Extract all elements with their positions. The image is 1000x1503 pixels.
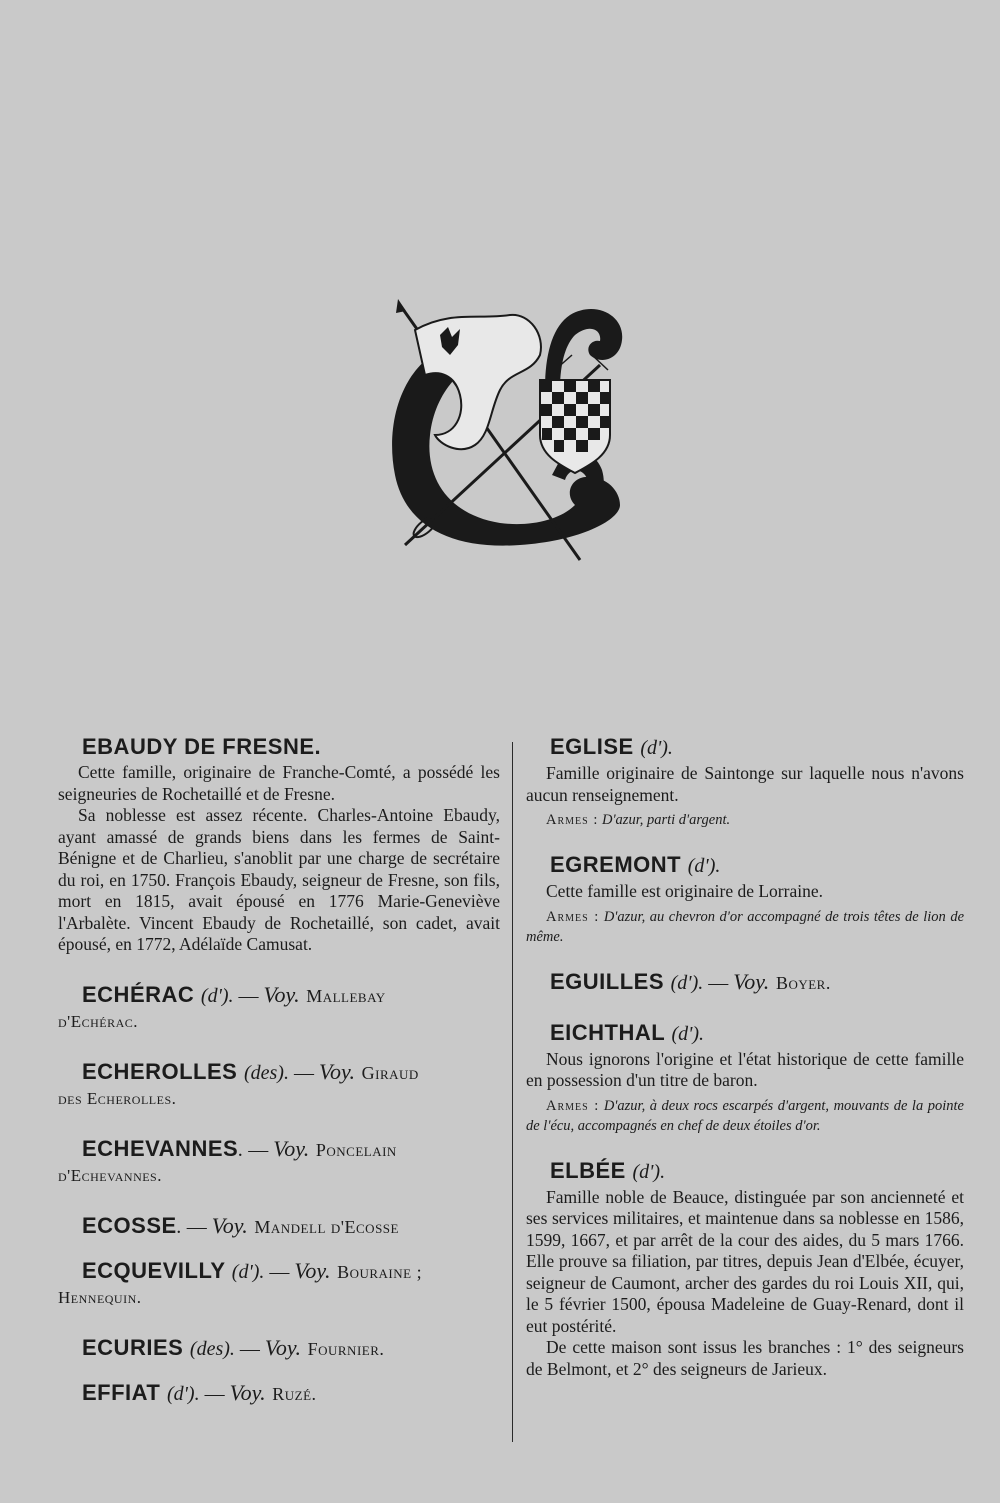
pole-tip (396, 299, 406, 313)
entry-armes: Armes : D'azur, parti d'argent. (546, 812, 731, 828)
entry-title: EBAUDY DE FRESNE. (82, 734, 322, 759)
entry-eichthal (526, 1018, 964, 1136)
entry-paragraph: De cette maison sont issus les branches : 1° des seigneurs de Belmont, et 2° des seigneurs de Jarieux. (526, 1337, 964, 1379)
entry-ecquevilly (58, 1256, 500, 1309)
entry-echevannes (58, 1134, 500, 1187)
entry-continuation: Hennequin. (58, 1287, 142, 1307)
entry-ecosse (58, 1211, 500, 1242)
letter-e-top-curl (545, 309, 622, 390)
entry-continuation: des Echerolles. (58, 1088, 177, 1108)
entry-title: ECQUEVILLY (d'). — Voy. Bouraine ; (82, 1257, 423, 1283)
entry-title: EGREMONT (d'). (550, 852, 721, 877)
entry-continuation: d'Echevannes. (58, 1165, 162, 1185)
entry-ecuries (58, 1333, 500, 1364)
entry-title: ELBÉE (d'). (550, 1157, 666, 1183)
entry-title: ECURIES (des). — Voy. Fournier. (82, 1334, 385, 1360)
entry-title: EGLISE (d'). (550, 734, 673, 759)
left-column (58, 732, 500, 1409)
entry-title: ECOSSE. — Voy. Mandell d'Ecosse (82, 1212, 399, 1238)
column-divider (512, 742, 513, 1442)
entry-egremont (526, 850, 964, 947)
entry-eglise (526, 732, 964, 830)
entry-armes: Armes : D'azur, à deux rocs escarpés d'argent, mouvants de la pointe de l'écu, accompagnés en chef de deux étoiles d'or. (526, 1097, 964, 1134)
entry-paragraph: Nous ignorons l'origine et l'état historique de cette famille en possession d'un titre de baron. (526, 1048, 964, 1090)
entry-title: EICHTHAL (d'). (550, 1019, 705, 1045)
entry-title: EGUILLES (d'). — Voy. Boyer. (550, 968, 831, 994)
right-column (526, 732, 964, 1380)
entry-echerac (58, 980, 500, 1033)
entry-title: EFFIAT (d'). — Voy. Ruzé. (82, 1379, 317, 1405)
entry-ebaudy (58, 732, 500, 956)
entry-paragraph: Famille noble de Beauce, distinguée par son ancienneté et ses services militaires, et maintenue dans sa noblesse en 1586, 1599, 1667, et par arrêt de la cour des aides, du 5 mars 1766. Elle prouve sa filiation, par titres, depuis Jean d'Elbée, écuyer, seigneur de Caumont, archer des gardes du roi Louis XII, qui, le 5 février 1500, épousa Madeleine de Guay-Renard, dont il eut postérité. (526, 1186, 964, 1336)
entry-paragraph: Sa noblesse est assez récente. Charles-Antoine Ebaudy, ayant amassé de grands biens dans les fermes de Saint-Bénigne et de Charlieu, s'anoblit par une charge de secrétaire du roi, en 1750. François Ebaudy, seigneur de Fresne, son fils, mort en 1815, avait épousé en 1776 Marie-Geneviève l'Arbalète. Vincent Ebaudy de Rochetaillé, son cadet, avait épousé, en 1772, Adélaïde Camusat. (58, 805, 500, 954)
entry-eguilles (526, 967, 964, 998)
entry-paragraph: Cette famille, originaire de Franche-Comté, a possédé les seigneuries de Rochetaillé et de Fresne. (58, 762, 500, 804)
entry-elbee (526, 1156, 964, 1381)
entry-paragraph: Famille originaire de Saintonge sur laquelle nous n'avons aucun renseignement. (526, 763, 964, 805)
entry-effiat (58, 1378, 500, 1409)
entry-title: ECHEROLLES (des). — Voy. Giraud (82, 1058, 419, 1084)
entry-paragraph: Cette famille est originaire de Lorraine. (546, 881, 823, 901)
entry-title: ECHEVANNES. — Voy. Poncelain (82, 1135, 397, 1161)
decorated-initial-E (380, 295, 630, 565)
entry-continuation: d'Echérac. (58, 1011, 139, 1031)
entry-title: ECHÉRAC (d'). — Voy. Mallebay (82, 981, 386, 1007)
entry-armes: Armes : D'azur, au chevron d'or accompagné de trois têtes de lion de même. (526, 908, 965, 945)
entry-echerolles (58, 1057, 500, 1110)
